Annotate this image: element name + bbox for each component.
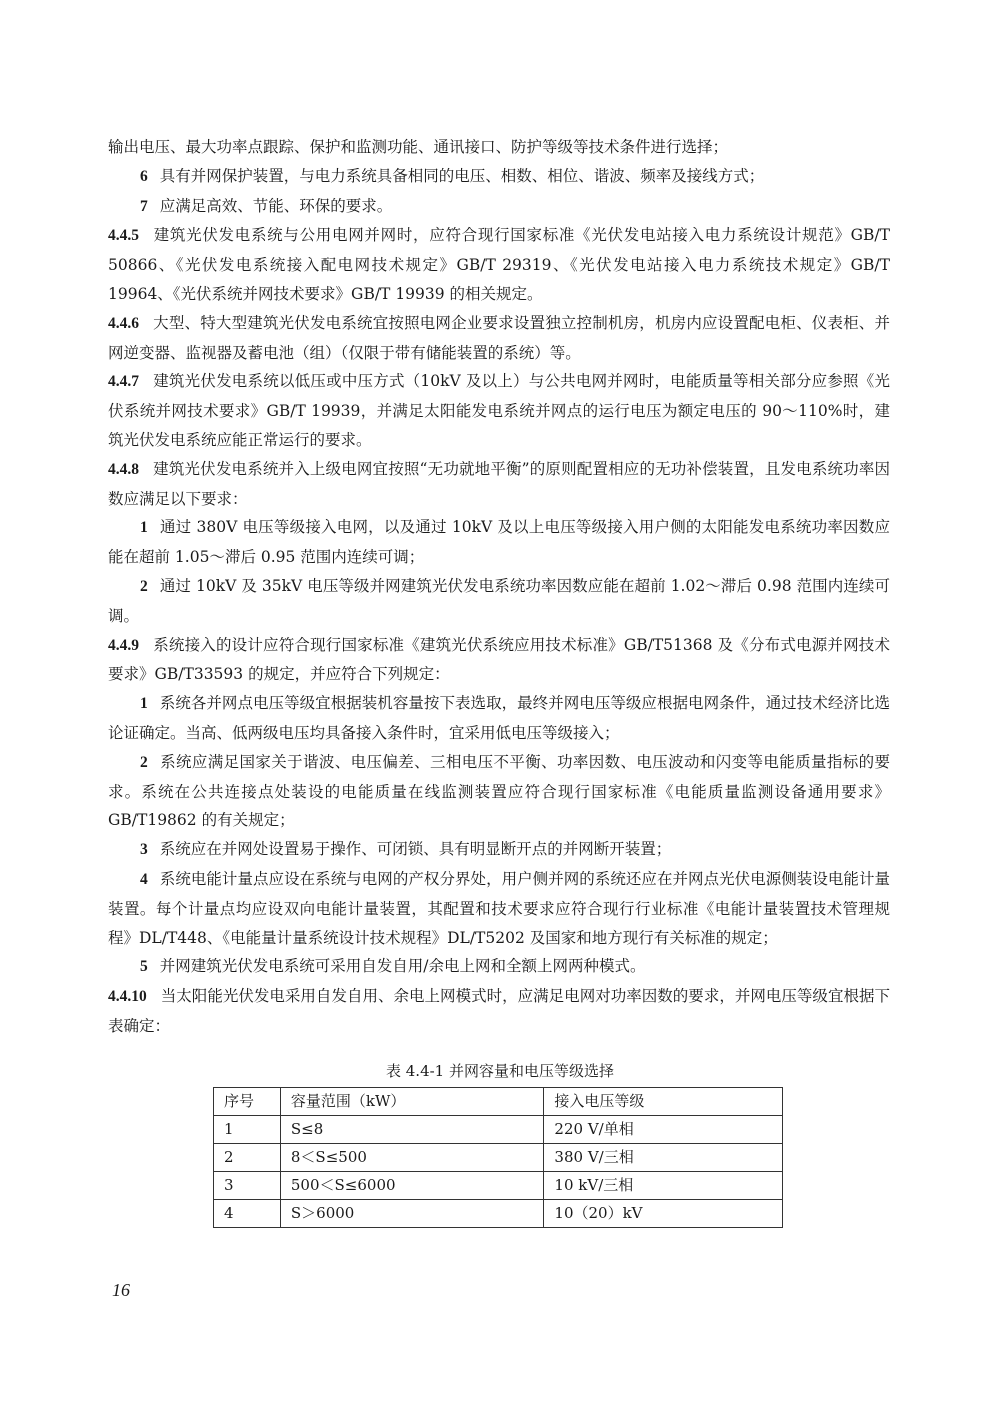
paragraph-text: 系统接入的设计应符合现行国家标准《建筑光伏系统应用技术标准》GB/T51368 及《分布式电源并网技术要求》GB/T33593 的规定，并应符合下列规定： xyxy=(108,635,890,684)
clause-paragraph xyxy=(108,631,890,690)
item-number: 1 xyxy=(140,695,148,713)
clause-paragraph xyxy=(108,367,890,454)
paragraph-text: 通过 10kV 及 35kV 电压等级并网建筑光伏发电系统功率因数应能在超前 1.02～滞后 0.98 范围内连续可调。 xyxy=(108,576,890,625)
table-cell: 3 xyxy=(214,1172,281,1200)
document-body xyxy=(108,133,890,1041)
item-number: 7 xyxy=(140,197,148,215)
page-number: 16 xyxy=(112,1280,130,1300)
clause-paragraph xyxy=(108,221,890,308)
list-item-paragraph xyxy=(108,748,890,835)
list-item-paragraph xyxy=(108,952,890,982)
paragraph-text: 系统应满足国家关于谐波、电压偏差、三相电压不平衡、功率因数、电压波动和闪变等电能质量指标的要求。系统在公共连接点处装设的电能质量在线监测装置应符合现行国家标准《电能质量监测设备通用要求》GB/T19862 的有关规定； xyxy=(108,752,890,830)
paragraph-text: 具有并网保护装置，与电力系统具备相同的电压、相数、相位、谐波、频率及接线方式； xyxy=(159,166,765,185)
list-item-paragraph xyxy=(108,865,890,952)
paragraph-text: 建筑光伏发电系统并入上级电网宜按照“无功就地平衡”的原则配置相应的无功补偿装置，且发电系统功率因数应满足以下要求： xyxy=(108,459,890,508)
list-item-paragraph xyxy=(108,162,890,192)
table-cell: 10（20）kV xyxy=(544,1200,783,1228)
paragraph-text: 大型、特大型建筑光伏发电系统宜按照电网企业要求设置独立控制机房，机房内应设置配电柜、仪表柜、并网逆变器、监视器及蓄电池（组）（仅限于带有储能装置的系统）等。 xyxy=(108,313,890,362)
item-number: 2 xyxy=(140,577,148,595)
paragraph-text: 并网建筑光伏发电系统可采用自发自用/余电上网和全额上网两种模式。 xyxy=(159,957,646,976)
list-item-paragraph xyxy=(108,513,890,572)
clause-number: 4.4.9 xyxy=(108,636,139,654)
paragraph-text: 系统应在并网处设置易于操作、可闭锁、具有明显断开点的并网断开装置； xyxy=(159,840,672,859)
table-cell: 10 kV/三相 xyxy=(544,1172,783,1200)
clause-number: 4.4.10 xyxy=(108,988,147,1006)
table-cell: 2 xyxy=(214,1144,281,1172)
clause-paragraph xyxy=(108,309,890,368)
table-cell: S≤8 xyxy=(280,1116,544,1144)
list-item-paragraph xyxy=(108,689,890,748)
table-cell: 4 xyxy=(214,1200,281,1228)
clause-paragraph xyxy=(108,455,890,514)
table-header-cell: 序号 xyxy=(214,1088,281,1116)
table-header-cell: 接入电压等级 xyxy=(544,1088,783,1116)
item-number: 3 xyxy=(140,841,148,859)
paragraph-text: 系统电能计量点应设在系统与电网的产权分界处，用户侧并网的系统还应在并网点光伏电源侧装设电能计量装置。每个计量点均应设双向电能计量装置，其配置和技术要求应符合现行行业标准《电能计量装置技术管理规程》DL/T448、《电能量计量系统设计技术规程》DL/T5202 及国家和地方现行有关标准的规定； xyxy=(108,869,890,947)
item-number: 5 xyxy=(140,958,148,976)
item-number: 1 xyxy=(140,519,148,537)
table-cell: 380 V/三相 xyxy=(544,1144,783,1172)
clause-number: 4.4.7 xyxy=(108,373,139,391)
item-number: 2 xyxy=(140,753,148,771)
paragraph-text: 应满足高效、节能、环保的要求。 xyxy=(159,196,393,215)
grid-connection-table xyxy=(213,1087,783,1228)
table-row xyxy=(214,1116,783,1144)
table-row xyxy=(214,1172,783,1200)
table-cell: 500＜S≤6000 xyxy=(280,1172,544,1200)
clause-number: 4.4.8 xyxy=(108,460,139,478)
continuation-paragraph xyxy=(108,133,890,162)
clause-paragraph xyxy=(108,982,890,1041)
table-caption: 表 4.4-1 并网容量和电压等级选择 xyxy=(385,1062,614,1080)
table-cell: S＞6000 xyxy=(280,1200,544,1228)
clause-number: 4.4.6 xyxy=(108,314,139,332)
table-cell: 1 xyxy=(214,1116,281,1144)
table-header-cell: 容量范围（kW） xyxy=(280,1088,544,1116)
list-item-paragraph xyxy=(108,835,890,865)
item-number: 6 xyxy=(140,167,148,185)
paragraph-text: 系统各并网点电压等级宜根据装机容量按下表选取，最终并网电压等级应根据电网条件，通过技术经济比选论证确定。当高、低两级电压均具备接入条件时，宜采用低电压等级接入； xyxy=(108,694,890,742)
table-cell: 8＜S≤500 xyxy=(280,1144,544,1172)
paragraph-text: 当太阳能光伏发电采用自发自用、余电上网模式时，应满足电网对功率因数的要求，并网电压等级宜根据下表确定： xyxy=(108,987,890,1035)
list-item-paragraph xyxy=(108,192,890,222)
table-header-row xyxy=(214,1088,783,1116)
paragraph-text: 建筑光伏发电系统以低压或中压方式（10kV 及以上）与公共电网并网时，电能质量等相关部分应参照《光伏系统并网技术要求》GB/T 19939，并满足太阳能发电系统并网点的运行电压为额定电压的 90～110%时，建筑光伏发电系统应能正常运行的要求。 xyxy=(108,372,890,449)
clause-number: 4.4.5 xyxy=(108,227,139,245)
table-row xyxy=(214,1144,783,1172)
list-item-paragraph xyxy=(108,572,890,631)
table-cell: 220 V/单相 xyxy=(544,1116,783,1144)
paragraph-text: 通过 380V 电压等级接入电网，以及通过 10kV 及以上电压等级接入用户侧的太阳能发电系统功率因数应能在超前 1.05～滞后 0.95 范围内连续可调； xyxy=(108,518,890,567)
paragraph-text: 输出电压、最大功率点跟踪、保护和监测功能、通讯接口、防护等级等技术条件进行选择； xyxy=(108,138,729,156)
paragraph-text: 建筑光伏发电系统与公用电网并网时，应符合现行国家标准《光伏发电站接入电力系统设计规范》GB/T 50866、《光伏发电系统接入配电网技术规定》GB/T 29319、《光伏发电站接入电力系统技术规定》GB/T 19964、《光伏系统并网技术要求》GB/T 19939 的相关规定。 xyxy=(108,226,890,303)
item-number: 4 xyxy=(140,870,148,888)
table-row xyxy=(214,1200,783,1228)
